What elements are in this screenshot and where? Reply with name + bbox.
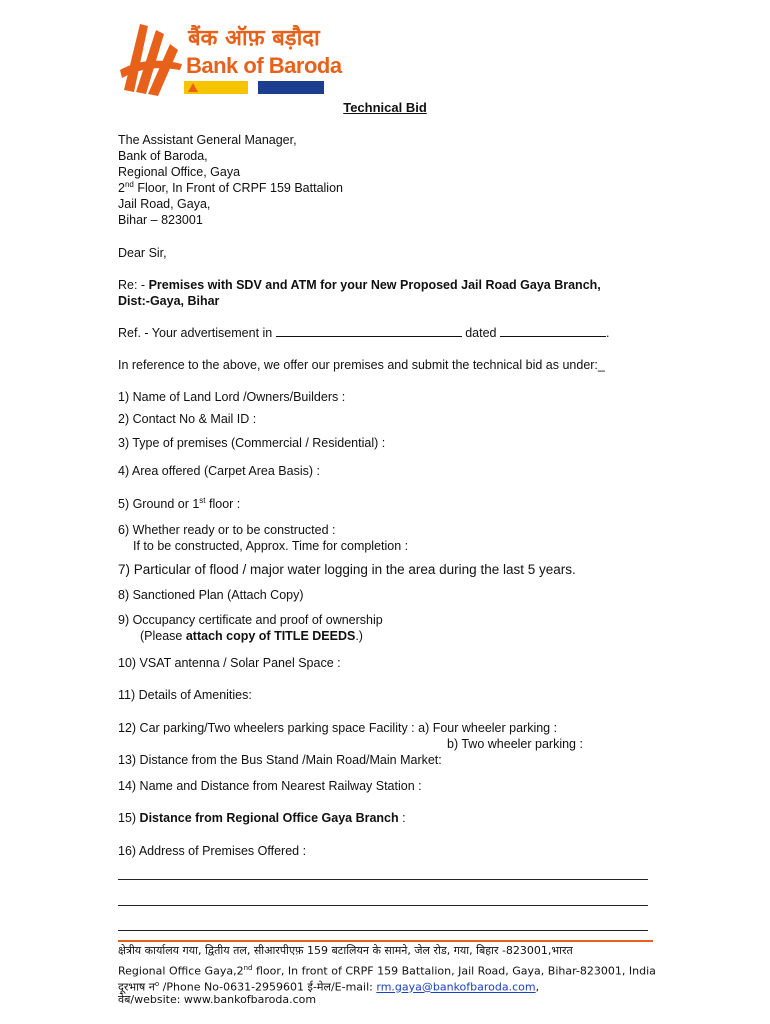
address-line: Jail Road, Gaya, <box>118 197 211 211</box>
address-answer-line[interactable] <box>118 905 648 906</box>
item-13: 13) Distance from the Bus Stand /Main Road/Main Market: <box>118 753 442 767</box>
address-line: 2nd Floor, In Front of CRPF 159 Battalion <box>118 179 343 195</box>
logo-english-name: Bank of Baroda <box>186 53 342 78</box>
item-16: 16) Address of Premises Offered : <box>118 844 307 858</box>
item-12-b: b) Two wheeler parking : <box>447 737 583 751</box>
advertisement-blank[interactable] <box>276 325 462 337</box>
address-answer-line[interactable] <box>118 930 648 931</box>
item-8: 8) Sanctioned Plan (Attach Copy) <box>118 588 304 602</box>
footer-contact: दूरभाष न$^o$ /Phone No-0631-2959601 ई-मेल/E-mail: rm.gaya@bankofbaroda.com, <box>118 980 540 994</box>
item-5: 5) Ground or 1st floor : <box>118 495 241 511</box>
item-1: 1) Name of Land Lord /Owners/Builders : <box>118 390 346 404</box>
address-answer-line[interactable] <box>118 879 648 880</box>
item-10: 10) VSAT antenna / Solar Panel Space : <box>118 656 341 670</box>
address-line: The Assistant General Manager, <box>118 133 297 147</box>
address-line: Bihar – 823001 <box>118 213 203 227</box>
item-11: 11) Details of Amenities: <box>118 688 252 702</box>
item-6-sub: If to be constructed, Approx. Time for completion : <box>133 539 409 553</box>
id-badge-icon <box>336 83 348 92</box>
bank-logo <box>118 20 342 100</box>
item-6: 6) Whether ready or to be constructed : <box>118 523 336 537</box>
item-2: 2) Contact No & Mail ID : <box>118 412 257 426</box>
salutation: Dear Sir, <box>118 246 167 260</box>
subject-line: Re: - Premises with SDV and ATM for your New Proposed Jail Road Gaya Branch, <box>118 278 601 292</box>
address-line: Regional Office, Gaya <box>118 165 241 179</box>
date-blank[interactable] <box>500 325 606 337</box>
address-line: Bank of Baroda, <box>118 149 208 163</box>
reference-line: Ref. - Your advertisement in dated . <box>118 326 610 340</box>
bank-of-baroda-rays-icon <box>118 20 184 98</box>
logo-hindi-name: बैंक ऑफ़ बड़ौदा <box>188 26 320 51</box>
footer-english-address: Regional Office Gaya,2nd floor, In front of CRPF 159 Battalion, Jail Road, Gaya, Bihar-823001, India <box>118 964 656 978</box>
footer-hindi-address: क्षेत्रीय कार्यालय गया, द्वितीय तल, सीआरपीएफ़ 159 बटालियन के सामने, जेल रोड, गया, बिहार -823001,भारत <box>118 944 573 957</box>
item-15: 15) Distance from Regional Office Gaya Branch : <box>118 811 406 825</box>
logo-tagline-band <box>184 81 324 94</box>
item-9: 9) Occupancy certificate and proof of ownership <box>118 613 383 627</box>
item-12: 12) Car parking/Two wheelers parking space Facility : a) Four wheeler parking : <box>118 721 558 735</box>
subject-line-2: Dist:-Gaya, Bihar <box>118 294 220 308</box>
intro-text: In reference to the above, we offer our premises and submit the technical bid as under:_ <box>118 358 605 372</box>
email-link[interactable]: rm.gaya@bankofbaroda.com <box>376 980 536 994</box>
item-14: 14) Name and Distance from Nearest Railway Station : <box>118 779 422 793</box>
document-title: Technical Bid <box>343 100 427 115</box>
item-7: 7) Particular of flood / major water logging in the area during the last 5 years. <box>118 562 576 577</box>
item-4: 4) Area offered (Carpet Area Basis) : <box>118 464 320 478</box>
footer-divider <box>118 940 653 942</box>
item-3: 3) Type of premises (Commercial / Residential) : <box>118 436 386 450</box>
footer-website: वेब/website: www.bankofbaroda.com <box>118 993 317 1006</box>
triangle-icon <box>188 83 198 92</box>
item-9-sub: (Please attach copy of TITLE DEEDS.) <box>140 629 363 643</box>
